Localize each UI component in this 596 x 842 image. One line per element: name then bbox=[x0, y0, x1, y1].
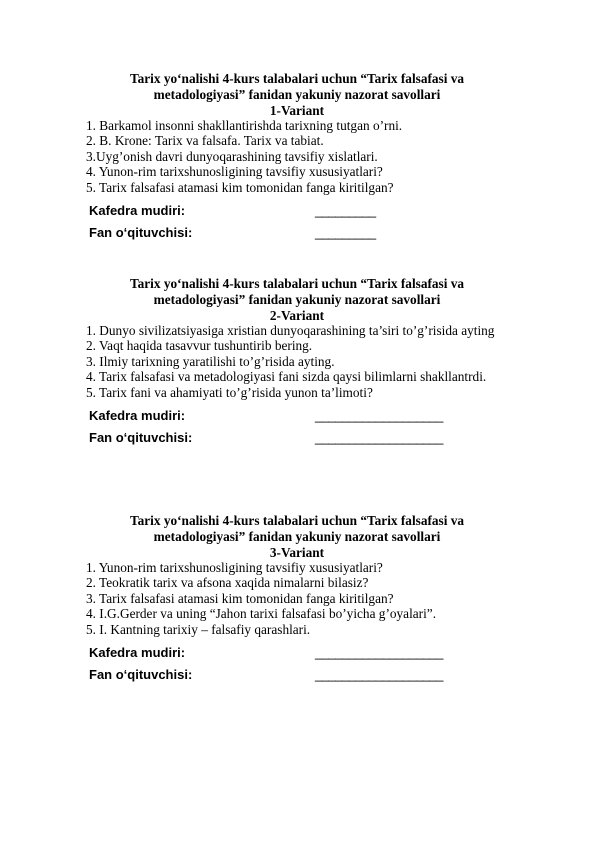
signature-line: ___________________ bbox=[315, 430, 443, 446]
variant-2-title-line-2: metadologiyasi” fanidan yakuniy nazorat savollari bbox=[153, 292, 441, 307]
teacher-signature bbox=[89, 221, 505, 243]
signature-line: ___________________ bbox=[315, 667, 443, 683]
teacher-label: Fan o‘qituvchisi: bbox=[89, 430, 193, 446]
variant-2-label: 2-Variant bbox=[269, 308, 325, 323]
signature-line: ___________________ bbox=[315, 408, 443, 424]
variant-3-title-line-2: metadologiyasi” fanidan yakuniy nazorat savollari bbox=[153, 529, 441, 544]
variant-2-block bbox=[86, 276, 505, 448]
question-item: 3.Uyg’onish davri dunyoqarashining tavsifiy xislatlari. bbox=[86, 148, 378, 164]
variant-1-block bbox=[86, 71, 505, 243]
variant-3-label: 3-Variant bbox=[269, 545, 325, 560]
variant-3-block bbox=[86, 513, 505, 685]
question-item: 5. I. Kantning tarixiy – falsafiy qarashlari. bbox=[86, 621, 311, 637]
question-item: 4. Tarix falsafasi va metadologiyasi fani sizda qaysi bilimlarni shakllantrdi. bbox=[86, 369, 487, 385]
question-item: 3. Tarix falsafasi atamasi kim tomonidan fanga kiritilgan? bbox=[86, 590, 394, 606]
question-item: 5. Tarix fani va ahamiyati to’g’risida yunon ta’limoti? bbox=[86, 384, 373, 400]
question-item: 4. I.G.Gerder va uning “Jahon tarixi falsafasi bo’yicha g’oyalari”. bbox=[86, 606, 437, 622]
variant-3-title-line-1: Tarix yo‘nalishi 4-kurs talabalari uchun “Tarix falsafasi va bbox=[129, 513, 465, 528]
question-item: 5. Tarix falsafasi atamasi kim tomonidan fanga kiritilgan? bbox=[86, 179, 394, 195]
head-of-department-signature bbox=[89, 641, 505, 663]
head-of-department-label: Kafedra mudiri: bbox=[89, 203, 186, 219]
head-of-department-signature bbox=[89, 199, 505, 221]
variant-1-questions bbox=[86, 118, 505, 195]
variant-3-questions bbox=[86, 560, 505, 637]
head-of-department-signature bbox=[89, 404, 505, 426]
variant-1-title-line-1: Tarix yo‘nalishi 4-kurs talabalari uchun “Tarix falsafasi va bbox=[129, 71, 465, 86]
question-item: 1. Yunon-rim tarixshunosligining tavsifiy xususiyatlari? bbox=[86, 560, 383, 575]
teacher-label: Fan o‘qituvchisi: bbox=[89, 667, 193, 683]
signature-line: ___________________ bbox=[315, 645, 443, 661]
question-item: 2. B. Krone: Tarix va falsafa. Tarix va tabiat. bbox=[86, 133, 324, 149]
head-of-department-label: Kafedra mudiri: bbox=[89, 408, 186, 424]
variant-2-title-line-1: Tarix yo‘nalishi 4-kurs talabalari uchun “Tarix falsafasi va bbox=[129, 276, 465, 291]
teacher-signature bbox=[89, 426, 505, 448]
teacher-label: Fan o‘qituvchisi: bbox=[89, 225, 193, 241]
signature-line: _________ bbox=[315, 225, 376, 241]
teacher-signature bbox=[89, 663, 505, 685]
variant-1-label: 1-Variant bbox=[269, 103, 325, 118]
question-item: 4. Yunon-rim tarixshunosligining tavsifiy xususiyatlari? bbox=[86, 164, 383, 180]
question-item: 1. Barkamol insonni shakllantirishda tarixning tutgan o’rni. bbox=[86, 118, 403, 133]
variant-1-title-line-2: metadologiyasi” fanidan yakuniy nazorat savollari bbox=[153, 87, 441, 102]
question-item: 2. Vaqt haqida tasavvur tushuntirib bering. bbox=[86, 338, 313, 354]
question-item: 3. Ilmiy tarixning yaratilishi to’g’risida ayting. bbox=[86, 353, 335, 369]
question-item: 2. Teokratik tarix va afsona xaqida nimalarni bilasiz? bbox=[86, 575, 369, 591]
signature-line: _________ bbox=[315, 203, 376, 219]
head-of-department-label: Kafedra mudiri: bbox=[89, 645, 186, 661]
question-item: 1. Dunyo sivilizatsiyasiga xristian dunyoqarashining ta’siri to’g’risida ayting bbox=[86, 323, 495, 338]
variant-2-questions bbox=[86, 323, 505, 400]
